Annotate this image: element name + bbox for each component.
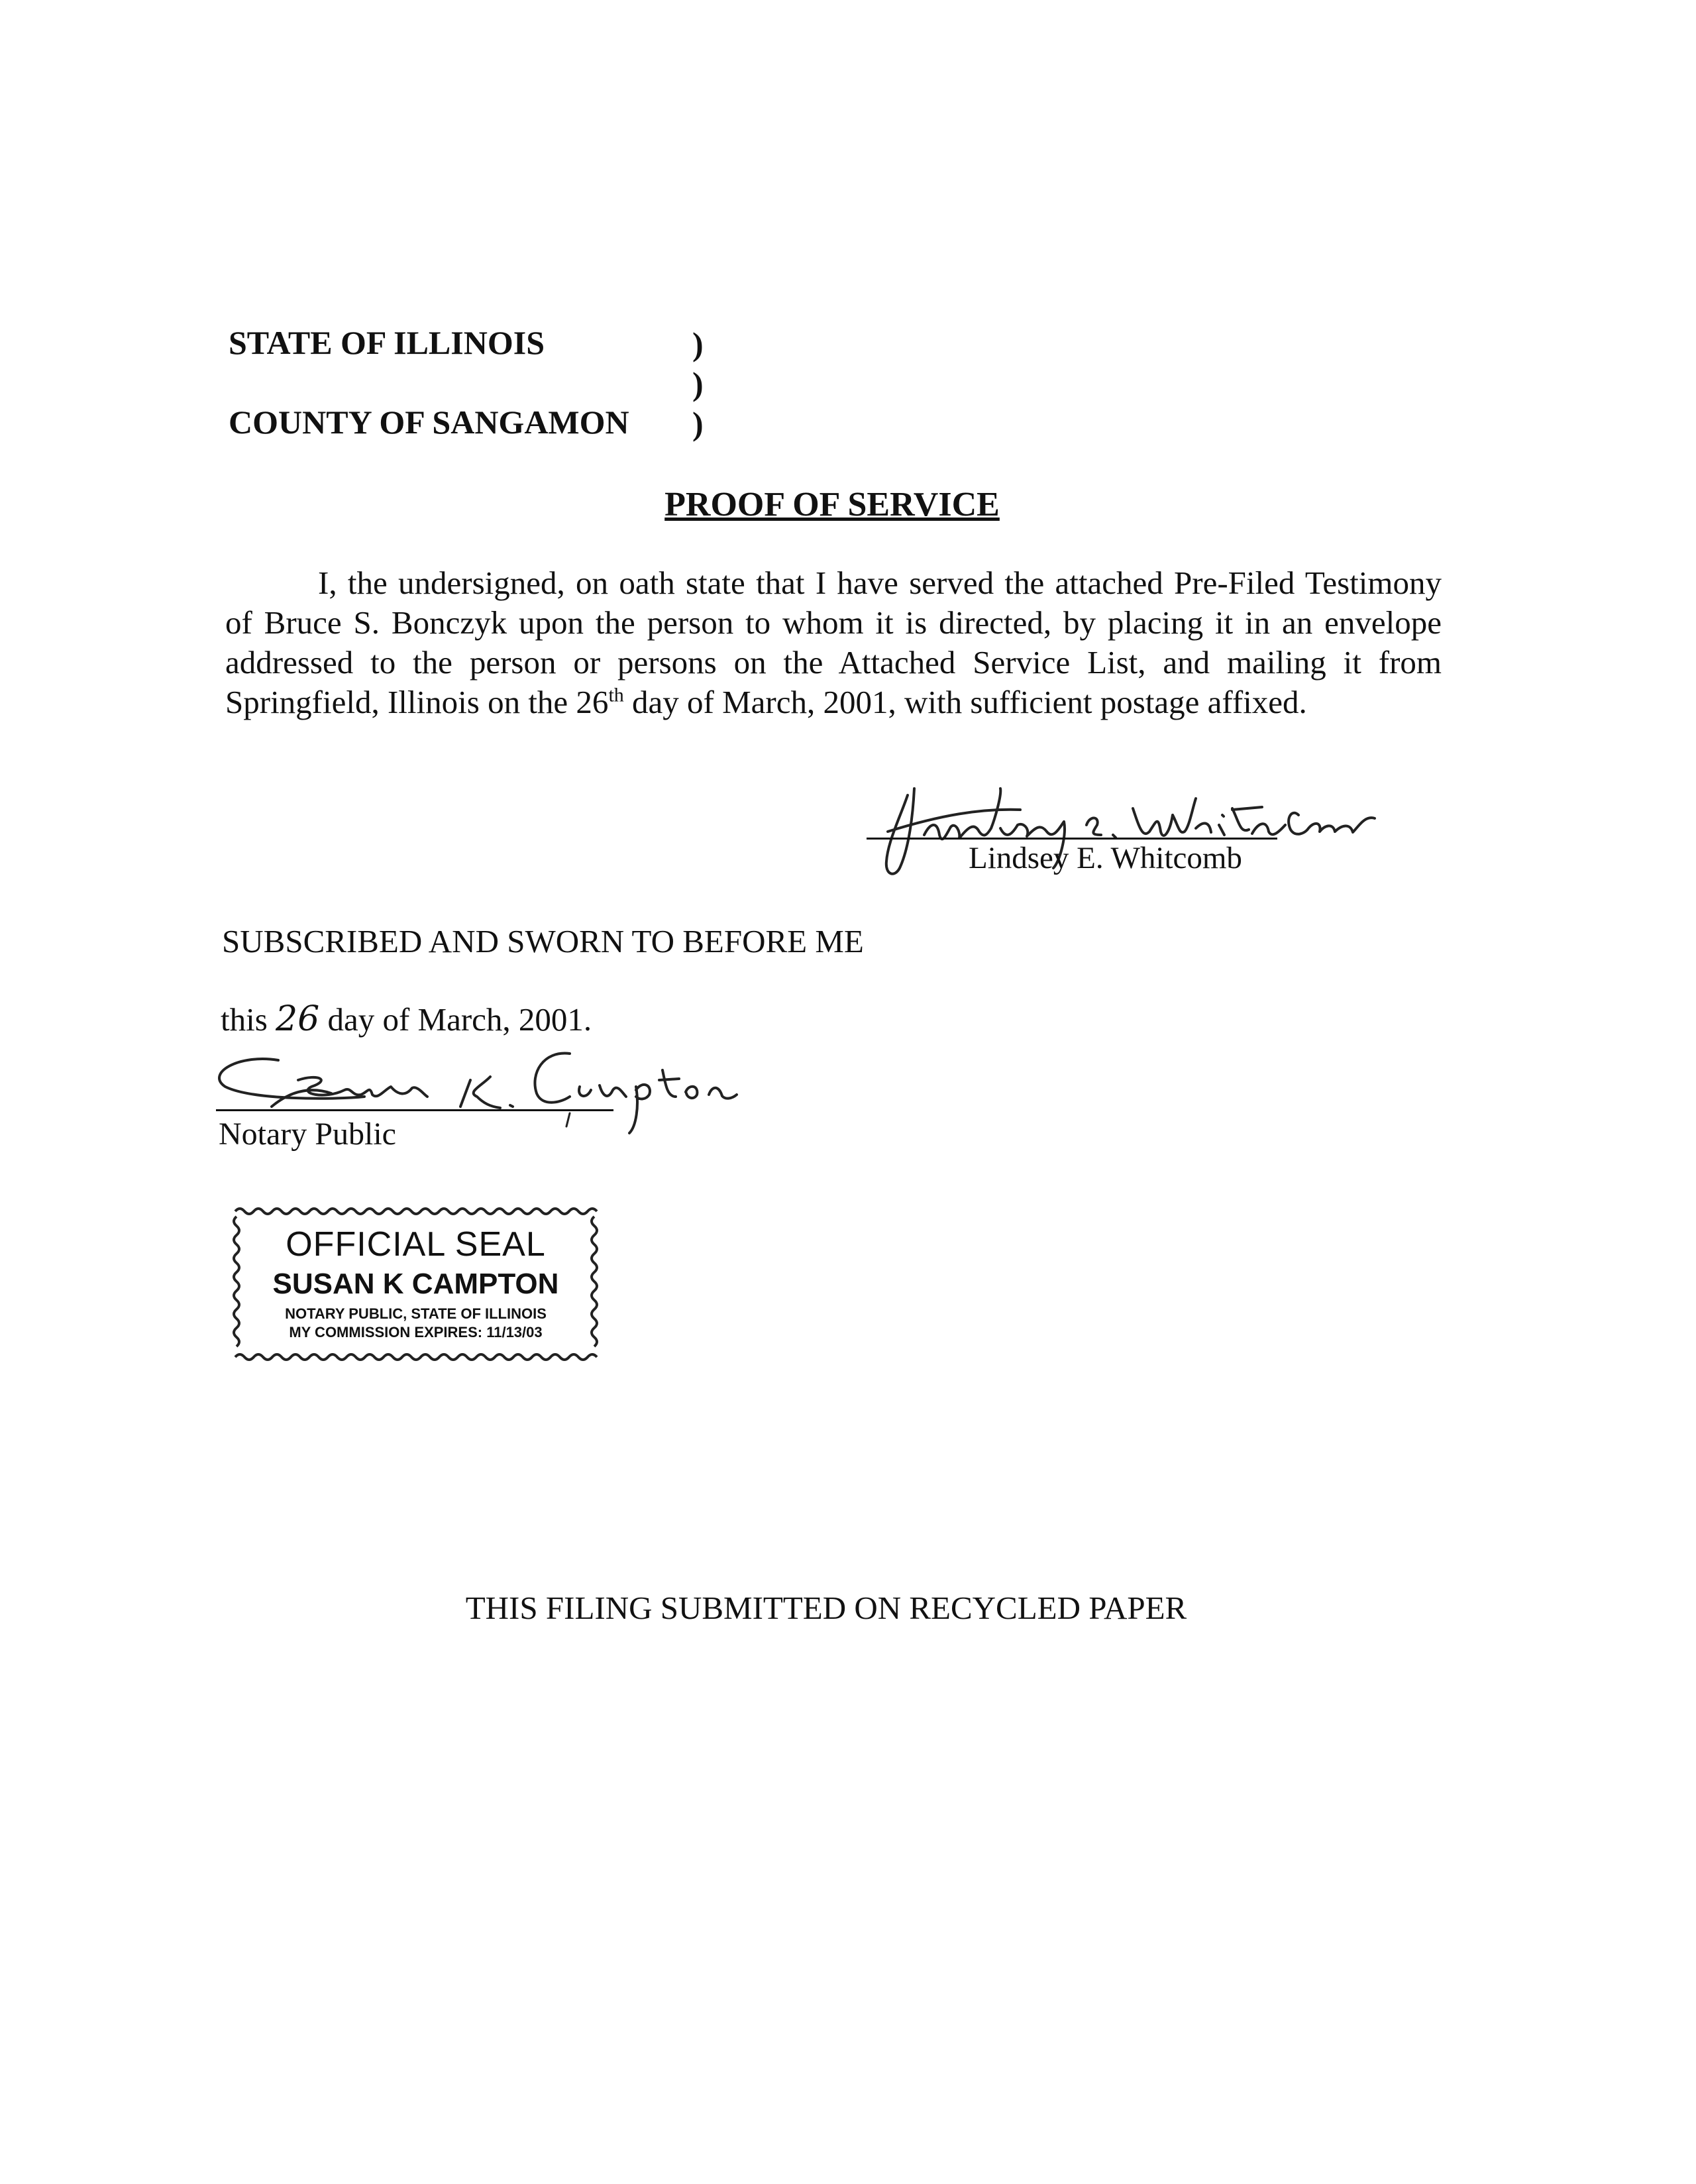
body-text-part2: day of March, 2001, with sufficient postage affixed. [623,684,1307,720]
document-title: PROOF OF SERVICE [664,486,1000,523]
body-paragraph [225,563,1442,722]
signer-signature-line [867,838,1277,840]
jurat-date-prefix: this [221,1001,276,1038]
jurat-statement: SUBSCRIBED AND SWORN TO BEFORE ME [222,923,864,959]
jurat-handwritten-day: 26 [276,999,320,1039]
jurat-date-line [221,999,592,1039]
caption-paren: ) [692,405,704,442]
state-label: STATE OF ILLINOIS [229,324,545,361]
signer-printed-name: Lindsey E. Whitcomb [969,841,1242,875]
caption-paren: ) [692,325,704,362]
county-label: COUNTY OF SANGAMON [229,404,629,441]
notary-signature-line [216,1109,613,1111]
caption-paren: ) [692,365,704,402]
seal-notary-name: SUSAN K CAMPTON [272,1268,559,1300]
seal-jurisdiction: NOTARY PUBLIC, STATE OF ILLINOIS [285,1305,547,1322]
notary-public-label: Notary Public [219,1117,396,1152]
ordinal-suffix: th [608,684,624,706]
recycled-paper-note: THIS FILING SUBMITTED ON RECYCLED PAPER [465,1590,1187,1626]
seal-title: OFFICIAL SEAL [286,1225,546,1264]
body-text-part1: I, the undersigned, on oath state that I have served the attached Pre-Filed Testimony of Bruce S. Bonczyk upon the person to whom it is directed, by placing it in an envelope addressed to the person or persons on the Attached Service List, and mailing it from Springfield, Illinois on the 26 [225,565,1442,720]
jurat-date-suffix: day of March, 2001. [319,1001,592,1038]
notary-seal-stamp [229,1205,603,1364]
seal-commission-expiry: MY COMMISSION EXPIRES: 11/13/03 [289,1324,543,1340]
